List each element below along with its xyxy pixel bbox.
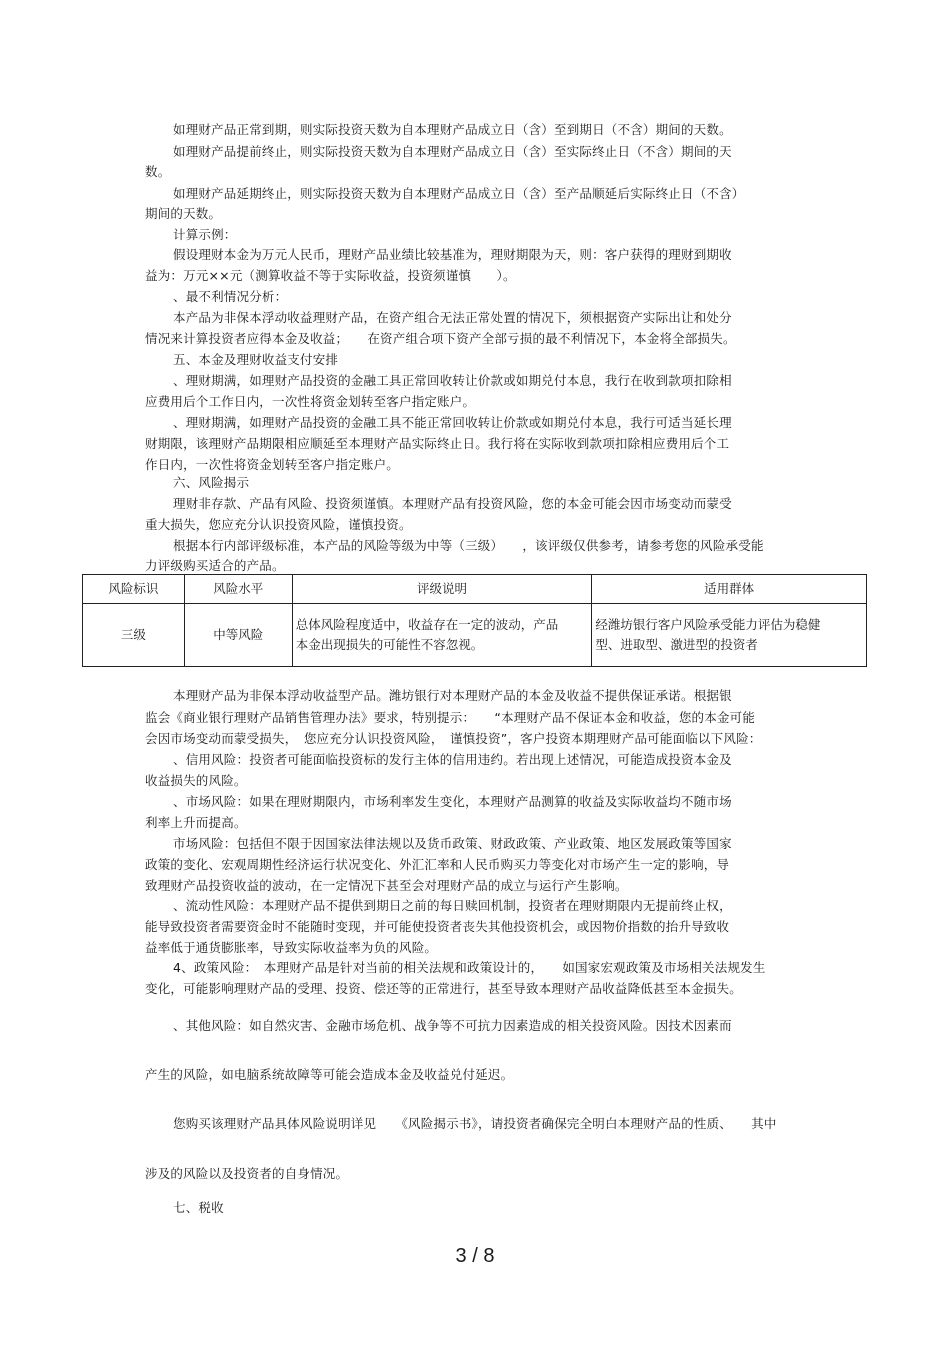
cell-line: 经潍坊银行客户风险承受能力评估为稳健 <box>595 617 821 632</box>
risk-level-cell: 中等风险 <box>184 604 292 667</box>
paragraph-line: 根据本行内部评级标准，本产品的风险等级为中等（三级） ，该评级仅供参考，请参考您的风险承受能 <box>173 538 764 553</box>
paragraph-line: 本理财产品为非保本浮动收益型产品。潍坊银行对本理财产品的本金及收益不提供保证承诺。根据银 <box>173 688 732 703</box>
paragraph-line: 会因市场变动而蒙受损失， 您应充分认识投资风险， 谨慎投资”，客户投资本期理财产品可能面临以下风险： <box>145 731 762 746</box>
cell-line: 型、进取型、激进型的投资者 <box>595 637 758 652</box>
section-heading: 五、本金及理财收益支付安排 <box>173 352 339 367</box>
table-header-row <box>83 575 867 604</box>
paragraph-line: 产生的风险，如电脑系统故障等可能会造成本金及收益兑付延迟。 <box>145 1067 514 1082</box>
paragraph-line: 应费用后个工作日内，一次性将资金划转至客户指定账户。 <box>145 394 476 409</box>
cell-line: 本金出现损失的可能性不容忽视。 <box>295 637 484 652</box>
page-number: 3 / 8 <box>455 1245 495 1267</box>
paragraph-line: 、最不利情况分析： <box>173 289 288 304</box>
paragraph-line: 如理财产品延期终止，则实际投资天数为自本理财产品成立日（含）至产品顺延后实际终止日（不含） <box>173 186 745 201</box>
target-group-cell <box>592 604 867 667</box>
paragraph-line: 监会《商业银行理财产品销售管理办法》要求，特别提示： “本理财产品不保证本金和收益，您的本金可能 <box>145 710 756 725</box>
paragraph-line: 、理财期满，如理财产品投资的金融工具正常回收转让价款或如期兑付本息，我行在收到款项扣除相 <box>173 373 732 388</box>
column-header: 风险水平 <box>184 575 292 604</box>
paragraph-line: 能导致投资者需要资金时不能随时变现，并可能使投资者丧失其他投资机会，或因物价指数的抬升导致收 <box>145 919 730 934</box>
paragraph-line: 市场风险：包括但不限于因国家法律法规以及货币政策、财政政策、产业政策、地区发展政策等国家 <box>173 836 732 851</box>
cell-line: 总体风险程度适中，收益存在一定的波动，产品 <box>295 617 559 632</box>
paragraph-line: 、信用风险：投资者可能面临投资标的发行主体的信用违约。若出现上述情况，可能造成投资本金及 <box>173 752 732 767</box>
paragraph-line: 力评级购买适合的产品。 <box>145 558 285 573</box>
paragraph-line: 涉及的风险以及投资者的自身情况。 <box>145 1166 349 1181</box>
column-header: 评级说明 <box>292 575 592 604</box>
paragraph-line: 如理财产品提前终止，则实际投资天数为自本理财产品成立日（含）至实际终止日（不含）期间的天 <box>173 144 732 159</box>
paragraph-line: 作日内，一次性将资金划转至客户指定账户。 <box>145 457 400 472</box>
paragraph-line: 、理财期满，如理财产品投资的金融工具不能正常回收转让价款或如期兑付本息，我行可适当延长理 <box>173 415 732 430</box>
risk-rating-table <box>82 574 867 667</box>
paragraph-line: 数。 <box>145 164 171 179</box>
table-row <box>83 604 867 667</box>
paragraph-line: 计算示例： <box>173 227 237 242</box>
paragraph-line: 、流动性风险：本理财产品不提供到期日之前的每日赎回机制，投资者在理财期限内无提前终止权， <box>173 898 732 913</box>
rating-description-cell <box>292 604 592 667</box>
paragraph-line: 财期限，该理财产品期限相应顺延至本理财产品实际终止日。我行将在实际收到款项扣除相应费用后个工 <box>145 436 730 451</box>
paragraph-line: 情况来计算投资者应得本金及收益； 在资产组合项下资产全部亏损的最不利情况下，本金将全部损失。 <box>145 331 736 346</box>
paragraph-line: 、其他风险：如自然灾害、金融市场危机、战争等不可抗力因素造成的相关投资风险。因技术因素而 <box>173 1018 732 1033</box>
paragraph-line: 期间的天数。 <box>145 206 222 221</box>
section-heading: 六、风险揭示 <box>173 475 250 490</box>
paragraph-line: 利率上升而提高。 <box>145 815 247 830</box>
section-heading: 七、税收 <box>173 1200 224 1215</box>
paragraph-line: 、市场风险：如果在理财期限内，市场利率发生变化，本理财产品测算的收益及实际收益均不随市场 <box>173 794 732 809</box>
paragraph-line: 如理财产品正常到期，则实际投资天数为自本理财产品成立日（含）至到期日（不含）期间的天数。 <box>173 122 732 137</box>
paragraph-line: 益为：万元××元（测算收益不等于实际收益，投资须谨慎 ）。 <box>145 268 516 283</box>
paragraph-line: 本产品为非保本浮动收益理财产品，在资产组合无法正常处置的情况下，须根据资产实际出让和处分 <box>173 310 732 325</box>
paragraph-line: 收益损失的风险。 <box>145 773 247 788</box>
column-header: 风险标识 <box>83 575 185 604</box>
paragraph-line: 理财非存款、产品有风险、投资须谨慎。本理财产品有投资风险，您的本金可能会因市场变动而蒙受 <box>173 496 732 511</box>
paragraph-line: 变化，可能影响理财产品的受理、投资、偿还等的正常进行，甚至导致本理财产品收益降低甚至本金损失。 <box>145 981 742 996</box>
risk-mark-cell: 三级 <box>83 604 185 667</box>
paragraph-line: 致理财产品投资收益的波动，在一定情况下甚至会对理财产品的成立与运行产生影响。 <box>145 878 628 893</box>
paragraph-line: 您购买该理财产品具体风险说明详见 《风险揭示书》，请投资者确保完全明白本理财产品的性质、 其中 <box>173 1116 777 1131</box>
paragraph-line: 益率低于通货膨胀率，导致实际收益率为负的风险。 <box>145 940 438 955</box>
paragraph-line: 政策的变化、宏观周期性经济运行状况变化、外汇汇率和人民币购买力等变化对市场产生一定的影响，导 <box>145 857 730 872</box>
paragraph-line: 假设理财本金为万元人民币，理财产品业绩比较基准为，理财期限为天，则：客户获得的理财到期收 <box>173 247 732 262</box>
paragraph-line: 重大损失，您应充分认识投资风险，谨慎投资。 <box>145 517 412 532</box>
column-header: 适用群体 <box>592 575 867 604</box>
paragraph-line: 4、政策风险： 本理财产品是针对当前的相关法规和政策设计的， 如国家宏观政策及市场相关法规发生 <box>173 960 766 975</box>
